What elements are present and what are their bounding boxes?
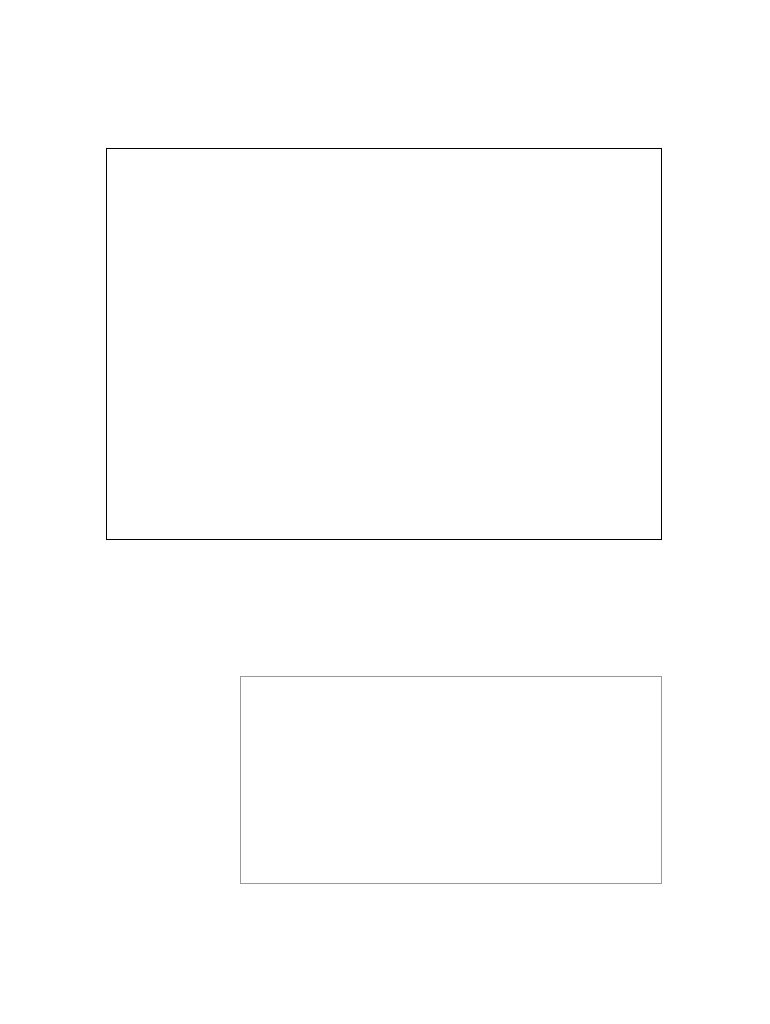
chart-plot: [240, 676, 660, 882]
